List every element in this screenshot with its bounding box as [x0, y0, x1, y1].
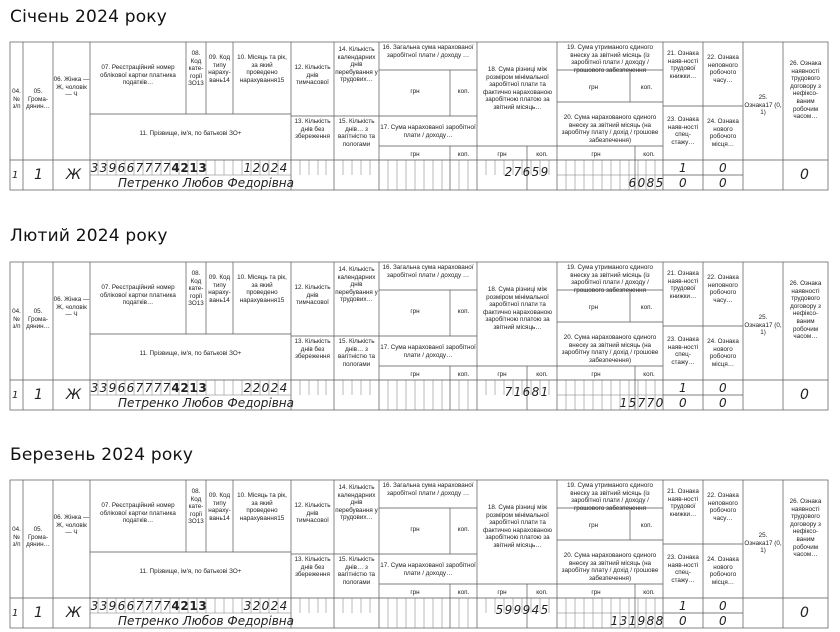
digit-cell: 2 — [180, 599, 189, 613]
col-19-header: 19. Сума утриманого єдиного внеску за звітний місяць (із заробітної плати / доходу / грошового забезпечення — [566, 264, 654, 294]
col-20-kop-caption: коп. — [643, 371, 655, 378]
col-05-header: 05. Грома-дянин… — [26, 308, 50, 331]
digit-cell: 5 — [540, 603, 549, 617]
field-24-value: 0 — [719, 176, 727, 190]
gender-value: Ж — [66, 387, 82, 403]
field-18-digits — [495, 603, 549, 617]
month-year-digits — [243, 381, 288, 395]
digit-cell: 9 — [540, 165, 549, 179]
col-17-grn-caption: грн — [410, 151, 420, 158]
field-23-value: 0 — [679, 614, 687, 628]
col-16-kop-caption: коп. — [457, 526, 470, 533]
digit-cell: 2 — [180, 161, 189, 175]
citizen-value: 1 — [34, 387, 43, 403]
col-16-header: 16. Загальна сума нарахованої заробітної плати / доходу … — [382, 482, 474, 497]
col-18-header: 18. Сума різниці між розміром мінімальної заробітної плати та фактично нарахованою заробітною платою за звітний місяць… — [483, 66, 552, 111]
digit-cell: 2 — [180, 381, 189, 395]
digit-cell: 3 — [90, 599, 99, 613]
col-04-header: 04. № з/п — [12, 88, 21, 111]
col-20-kop-caption: коп. — [643, 151, 655, 158]
digit-cell: 7 — [135, 599, 144, 613]
citizen-value: 1 — [34, 167, 43, 183]
col-23-header: 23. Ознака наяв-ності спец-стажу… — [667, 554, 699, 584]
col-20-header: 20. Сума нарахованого єдиного внеску за звітний місяць (на заробітну плату / дохід / грошове забезпечення) — [561, 114, 659, 144]
digit-cell: 7 — [646, 396, 655, 410]
digit-cell: 3 — [99, 381, 108, 395]
digit-cell: 6 — [628, 176, 637, 190]
col-05-header: 05. Грома-дянин… — [26, 526, 50, 549]
col-25-header: 25. Ознака17 (0, 1) — [744, 314, 782, 337]
digit-cell: 6 — [117, 599, 126, 613]
digit-cell: 0 — [261, 599, 270, 613]
citizen-value: 1 — [34, 605, 43, 621]
gender-value: Ж — [66, 605, 82, 621]
digit-cell: 4 — [279, 161, 288, 175]
field-24-value: 0 — [719, 614, 727, 628]
col-26-header: 26. Ознака наявності трудового договору з нефіксо-ваним робочим часом… — [789, 60, 822, 121]
col-06-header: 06. Жінка — Ж, чоловік — Ч — [53, 514, 90, 537]
digit-cell: 4 — [279, 599, 288, 613]
col-16-kop-caption: коп. — [457, 308, 470, 315]
digit-cell: 1 — [189, 161, 198, 175]
digit-cell: 6 — [126, 381, 135, 395]
col-08-header: 08. Код кате-горії ЗО13 — [188, 270, 204, 308]
col-20-kop-caption: коп. — [643, 589, 655, 596]
digit-cell: 7 — [153, 381, 162, 395]
digit-cell: 9 — [108, 599, 117, 613]
col-07-header: 07. Реєстраційний номер облікової картки платника податків… — [100, 284, 176, 307]
person-full-name: Петренко Любов Федорівна — [118, 176, 294, 190]
digit-cell: 1 — [189, 599, 198, 613]
digit-cell: 5 — [655, 176, 664, 190]
digit-cell: 2 — [270, 599, 279, 613]
col-10-header: 10. Місяць та рік, за який проведено нарахування15 — [237, 492, 287, 522]
tax-id-digits — [90, 381, 171, 395]
col-08-header: 08. Код кате-горії ЗО13 — [188, 488, 204, 526]
col-19-kop-caption: коп. — [640, 84, 653, 91]
col-16-grn-caption: грн — [410, 88, 420, 95]
digit-cell: 7 — [504, 385, 513, 399]
col-09-header: 09. Код типу нараху-вань14 — [208, 54, 231, 84]
col-16-grn-caption: грн — [410, 526, 420, 533]
row-number: 1 — [12, 608, 19, 619]
col-19-grn-caption: грн — [588, 84, 599, 91]
digit-cell: 7 — [135, 381, 144, 395]
digit-cell: 9 — [504, 603, 513, 617]
col-05-header: 05. Грома-дянин… — [26, 88, 50, 111]
col-16-kop-caption: коп. — [457, 88, 470, 95]
field-26-value: 0 — [800, 605, 809, 621]
row-number: 1 — [12, 170, 19, 181]
col-22-header: 22. Ознака неповного робочого часу… — [707, 54, 739, 84]
digit-cell: 4 — [171, 381, 180, 395]
digit-cell: 9 — [108, 161, 117, 175]
digit-cell: 7 — [144, 161, 153, 175]
col-20-grn-caption: грн — [591, 589, 601, 596]
digit-cell: 4 — [171, 161, 180, 175]
col-13-header: 13. Кількість днів без збереження — [294, 338, 331, 361]
digit-cell: 7 — [144, 599, 153, 613]
col-13-header: 13. Кількість днів без збереження — [294, 556, 331, 579]
category-code-digits — [171, 161, 189, 175]
field-23-value: 0 — [679, 176, 687, 190]
col-26-header: 26. Ознака наявності трудового договору з нефіксо-ваним робочим часом… — [789, 280, 822, 341]
digit-cell: 6 — [522, 165, 531, 179]
digit-cell: 7 — [153, 599, 162, 613]
col-16-grn-caption: грн — [410, 308, 420, 315]
digit-cell: 4 — [171, 599, 180, 613]
digit-cell: 3 — [198, 161, 207, 175]
col-16-header: 16. Загальна сума нарахованої заробітної плати / доходу … — [382, 44, 474, 59]
col-24-header: 24. Ознака нового робочого місця… — [707, 338, 739, 368]
digit-cell: 8 — [646, 176, 655, 190]
table-frame — [0, 260, 840, 412]
digit-cell: 0 — [261, 161, 270, 175]
digit-cell: 2 — [252, 161, 261, 175]
digit-cell: 1 — [189, 381, 198, 395]
field-22-value: 0 — [719, 381, 727, 395]
section-title-february: Лютий 2024 року — [10, 226, 168, 246]
digit-cell: 3 — [198, 381, 207, 395]
col-18-kop-caption: коп. — [536, 371, 548, 378]
col-11-header: 11. Прізвище, ім'я, по батькові ЗО+ — [139, 568, 242, 575]
col-10-header: 10. Місяць та рік, за який проведено нарахування15 — [237, 274, 287, 304]
col-20-grn-caption: грн — [591, 371, 601, 378]
col-07-header: 07. Реєстраційний номер облікової картки платника податків… — [100, 64, 176, 87]
col-08-header: 08. Код кате-горії ЗО13 — [188, 50, 204, 88]
digit-cell: 1 — [619, 396, 628, 410]
category-code-digits — [171, 381, 189, 395]
col-22-header: 22. Ознака неповного робочого часу… — [707, 274, 739, 304]
digit-cell: 7 — [513, 165, 522, 179]
col-11-header: 11. Прізвище, ім'я, по батькові ЗО+ — [139, 350, 242, 357]
digit-cell: 7 — [162, 599, 171, 613]
digit-cell: 1 — [540, 385, 549, 399]
digit-cell: 5 — [628, 396, 637, 410]
field-22-value: 0 — [719, 161, 727, 175]
digit-cell: 8 — [655, 614, 664, 628]
digit-cell: 2 — [243, 381, 252, 395]
tax-id-digits — [90, 599, 171, 613]
digit-cell: 3 — [90, 161, 99, 175]
col-20-header: 20. Сума нарахованого єдиного внеску за звітний місяць (на заробітну плату / дохід / грошове забезпечення) — [561, 334, 659, 364]
col-12-header: 12. Кількість днів тимчасової — [294, 64, 331, 87]
digit-cell: 3 — [90, 381, 99, 395]
field-18-digits — [504, 385, 549, 399]
month-year-digits — [243, 599, 288, 613]
col-18-kop-caption: коп. — [536, 589, 548, 596]
digit-cell: 3 — [243, 599, 252, 613]
col-06-header: 06. Жінка — Ж, чоловік — Ч — [53, 296, 90, 319]
report-table-february — [0, 260, 840, 412]
digit-cell: 7 — [162, 161, 171, 175]
person-full-name: Петренко Любов Федорівна — [118, 396, 294, 410]
col-18-kop-caption: коп. — [536, 151, 548, 158]
digit-cell: 7 — [637, 396, 646, 410]
digit-cell: 0 — [261, 381, 270, 395]
field-23-value: 0 — [679, 396, 687, 410]
col-09-header: 09. Код типу нараху-вань14 — [208, 492, 231, 522]
field-20-digits — [619, 396, 664, 410]
digit-cell: 9 — [513, 603, 522, 617]
digit-cell: 6 — [117, 161, 126, 175]
field-21-value: 1 — [679, 599, 687, 613]
digit-cell: 3 — [99, 599, 108, 613]
digit-cell: 0 — [637, 176, 646, 190]
accrual-type-digits — [189, 161, 207, 175]
col-18-header: 18. Сума різниці між розміром мінімальної заробітної плати та фактично нарахованою заробітною платою за звітний місяць… — [483, 286, 552, 331]
col-11-header: 11. Прізвище, ім'я, по батькові ЗО+ — [139, 130, 242, 137]
col-13-header: 13. Кількість днів без збереження — [294, 118, 331, 141]
digit-cell: 6 — [522, 385, 531, 399]
table-frame — [0, 478, 840, 630]
col-07-header: 07. Реєстраційний номер облікової картки платника податків… — [100, 502, 176, 525]
col-25-header: 25. Ознака17 (0, 1) — [744, 532, 782, 555]
field-21-value: 1 — [679, 161, 687, 175]
col-19-grn-caption: грн — [588, 522, 599, 529]
col-25-header: 25. Ознака17 (0, 1) — [744, 94, 782, 117]
field-20-digits — [610, 614, 664, 628]
section-title-march: Березень 2024 року — [10, 445, 194, 465]
table-frame — [0, 40, 840, 192]
col-21-header: 21. Ознака наяв-ності трудової книжки… — [667, 488, 699, 518]
digit-cell: 8 — [646, 614, 655, 628]
field-22-value: 0 — [719, 599, 727, 613]
field-24-value: 0 — [719, 396, 727, 410]
digit-cell: 7 — [153, 161, 162, 175]
col-23-header: 23. Ознака наяв-ності спец-стажу… — [667, 336, 699, 366]
col-26-header: 26. Ознака наявності трудового договору з нефіксо-ваним робочим часом… — [789, 498, 822, 559]
digit-cell: 9 — [108, 381, 117, 395]
tax-id-digits — [90, 161, 171, 175]
digit-cell: 9 — [522, 603, 531, 617]
col-22-header: 22. Ознака неповного робочого часу… — [707, 492, 739, 522]
digit-cell: 2 — [270, 381, 279, 395]
digit-cell: 2 — [270, 161, 279, 175]
digit-cell: 4 — [279, 381, 288, 395]
report-table-march — [0, 478, 840, 630]
field-26-value: 0 — [800, 387, 809, 403]
col-15-header: 15. Кількість днів… з вагітністю та пологами — [337, 118, 376, 148]
digit-cell: 6 — [117, 381, 126, 395]
col-15-header: 15. Кількість днів… з вагітністю та пологами — [337, 338, 376, 368]
digit-cell: 7 — [162, 381, 171, 395]
col-10-header: 10. Місяць та рік, за який проведено нарахування15 — [237, 54, 287, 84]
col-19-kop-caption: коп. — [640, 522, 653, 529]
accrual-type-digits — [189, 381, 207, 395]
person-full-name: Петренко Любов Федорівна — [118, 614, 294, 628]
col-17-kop-caption: коп. — [457, 589, 470, 596]
col-21-header: 21. Ознака наяв-ності трудової книжки… — [667, 270, 699, 300]
field-18-digits — [504, 165, 549, 179]
col-17-grn-caption: грн — [410, 589, 420, 596]
col-18-grn-caption: грн — [497, 151, 507, 158]
digit-cell: 0 — [655, 396, 664, 410]
digit-cell: 2 — [252, 599, 261, 613]
col-19-header: 19. Сума утриманого єдиного внеску за звітний місяць (із заробітної плати / доходу / грошового забезпечення — [566, 44, 654, 74]
col-20-grn-caption: грн — [591, 151, 601, 158]
col-15-header: 15. Кількість днів… з вагітністю та пологами — [337, 556, 376, 586]
gender-value: Ж — [66, 167, 82, 183]
col-23-header: 23. Ознака наяв-ності спец-стажу… — [667, 116, 699, 146]
report-table-january — [0, 40, 840, 192]
col-17-kop-caption: коп. — [457, 151, 470, 158]
col-06-header: 06. Жінка — Ж, чоловік — Ч — [53, 76, 90, 99]
col-20-header: 20. Сума нарахованого єдиного внеску за звітний місяць (на заробітну плату / дохід / грошове забезпечення) — [561, 552, 659, 582]
field-21-value: 1 — [679, 381, 687, 395]
col-14-header: 14. Кількість календарних днів перебування у трудових… — [335, 266, 378, 304]
col-12-header: 12. Кількість днів тимчасової — [294, 502, 331, 525]
digit-cell: 1 — [628, 614, 637, 628]
digit-cell: 5 — [531, 165, 540, 179]
digit-cell: 1 — [243, 161, 252, 175]
digit-cell: 2 — [504, 165, 513, 179]
col-24-header: 24. Ознака нового робочого місця… — [707, 556, 739, 586]
col-19-kop-caption: коп. — [640, 304, 653, 311]
digit-cell: 7 — [144, 381, 153, 395]
digit-cell: 6 — [126, 161, 135, 175]
col-18-grn-caption: грн — [497, 371, 507, 378]
digit-cell: 1 — [610, 614, 619, 628]
col-19-grn-caption: грн — [588, 304, 599, 311]
field-26-value: 0 — [800, 167, 809, 183]
digit-cell: 3 — [99, 161, 108, 175]
accrual-type-digits — [189, 599, 207, 613]
col-17-header: 17. Сума нарахованої заробітної плати / доходу… — [380, 562, 476, 577]
col-04-header: 04. № з/п — [12, 526, 21, 549]
col-18-header: 18. Сума різниці між розміром мінімальної заробітної плати та фактично нарахованою заробітною платою за звітний місяць… — [483, 504, 552, 549]
section-title-january: Січень 2024 року — [10, 7, 168, 27]
digit-cell: 7 — [135, 161, 144, 175]
field-20-digits — [628, 176, 664, 190]
col-21-header: 21. Ознака наяв-ності трудової книжки… — [667, 50, 699, 80]
row-number: 1 — [12, 390, 19, 401]
digit-cell: 9 — [637, 614, 646, 628]
col-04-header: 04. № з/п — [12, 308, 21, 331]
col-09-header: 09. Код типу нараху-вань14 — [208, 274, 231, 304]
col-19-header: 19. Сума утриманого єдиного внеску за звітний місяць (із заробітної плати / доходу / грошового забезпечення — [566, 482, 654, 512]
digit-cell: 1 — [513, 385, 522, 399]
col-17-grn-caption: грн — [410, 371, 420, 378]
col-14-header: 14. Кількість календарних днів перебування у трудових… — [335, 46, 378, 84]
col-17-header: 17. Сума нарахованої заробітної плати / доходу… — [380, 124, 476, 139]
col-16-header: 16. Загальна сума нарахованої заробітної плати / доходу … — [382, 264, 474, 279]
col-17-kop-caption: коп. — [457, 371, 470, 378]
col-18-grn-caption: грн — [497, 589, 507, 596]
category-code-digits — [171, 599, 189, 613]
col-24-header: 24. Ознака нового робочого місця… — [707, 118, 739, 148]
digit-cell: 4 — [531, 603, 540, 617]
digit-cell: 2 — [252, 381, 261, 395]
digit-cell: 3 — [619, 614, 628, 628]
digit-cell: 3 — [198, 599, 207, 613]
digit-cell: 5 — [495, 603, 504, 617]
digit-cell: 8 — [531, 385, 540, 399]
col-17-header: 17. Сума нарахованої заробітної плати / доходу… — [380, 344, 476, 359]
digit-cell: 6 — [126, 599, 135, 613]
col-14-header: 14. Кількість календарних днів перебування у трудових… — [335, 484, 378, 522]
month-year-digits — [243, 161, 288, 175]
col-12-header: 12. Кількість днів тимчасової — [294, 284, 331, 307]
